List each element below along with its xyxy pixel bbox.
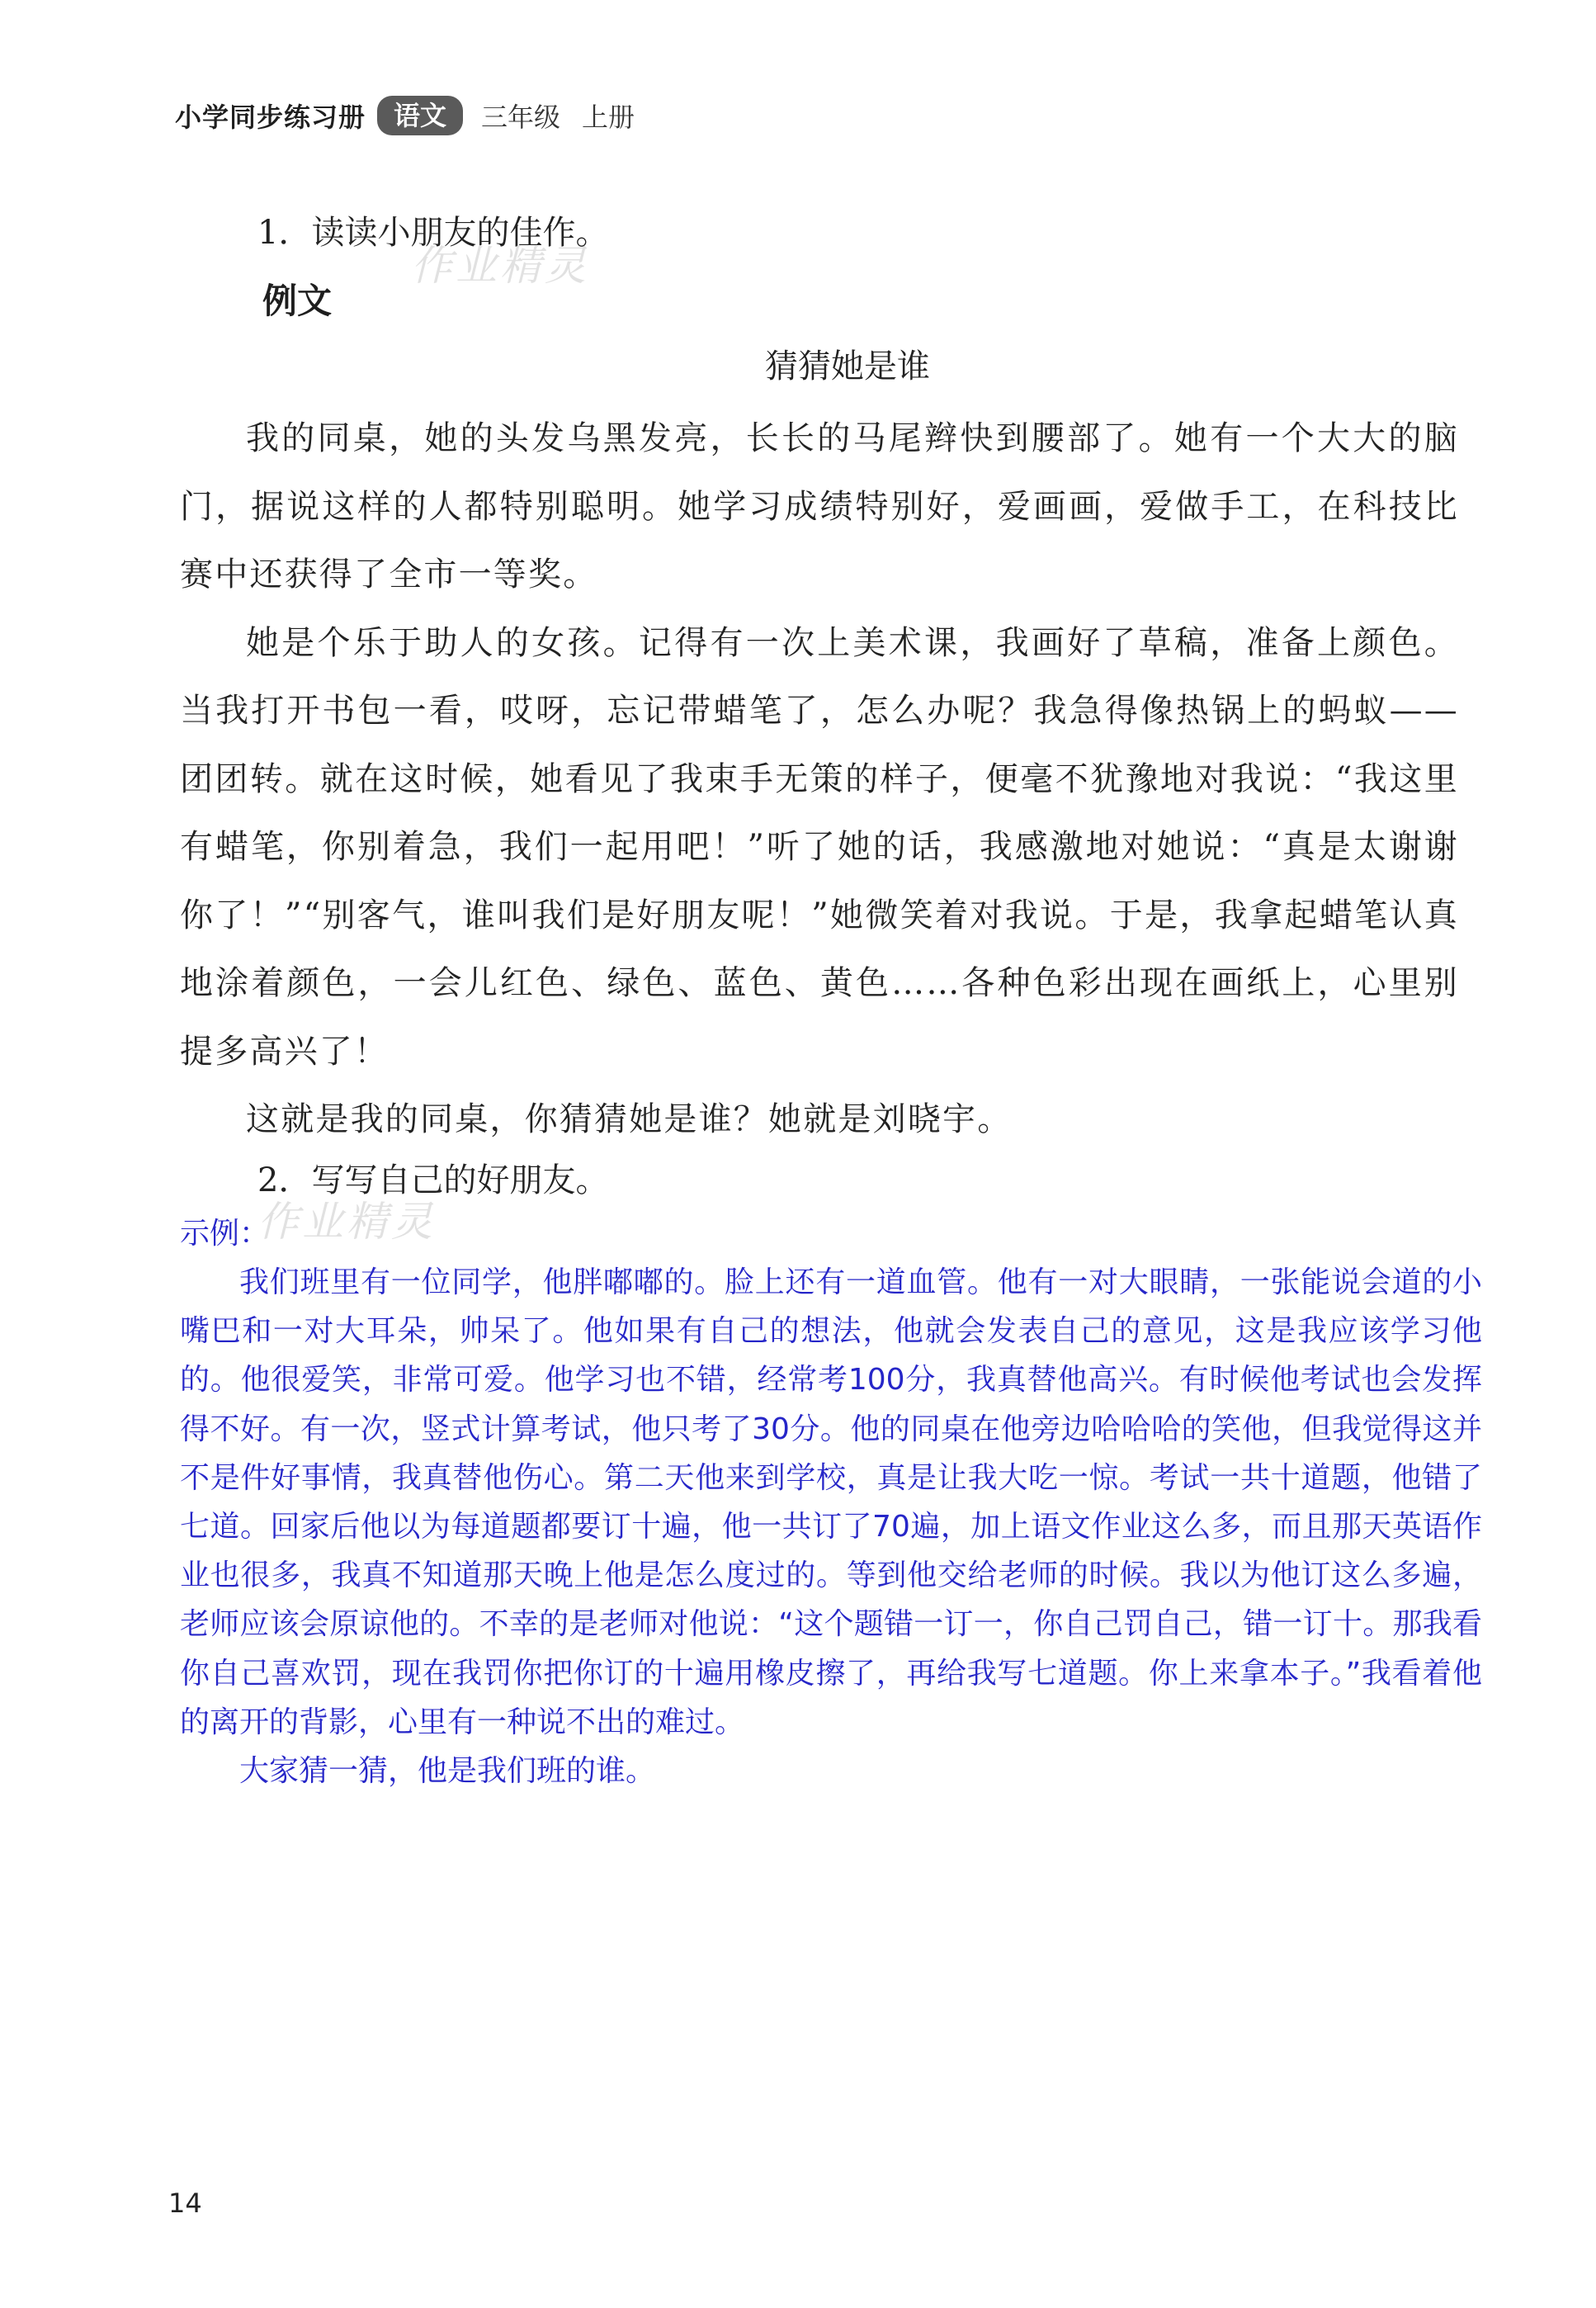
example-essay	[180, 404, 1459, 1154]
answer-paragraph: 大家猜一猜，他是我们班的谁。	[239, 1754, 656, 1789]
page-number: 14	[168, 2187, 202, 2219]
essay-title: 猜猜她是谁	[765, 348, 930, 385]
subject-badge: 语文	[377, 96, 463, 135]
example-label: 例文	[262, 281, 333, 321]
essay-paragraph: 我的同桌，她的头发乌黑发亮，长长的马尾辫快到腰部了。她有一个大大的脑门，据说这样的人都特别聪明。她学习成绩特别好，爱画画，爱做手工，在科技比赛中还获得了全市一等奖。	[180, 419, 1459, 594]
watermark-1: 作业精灵	[411, 242, 589, 290]
essay-paragraph: 这就是我的同桌，你猜猜她是谁？她就是刘晓宇。	[246, 1100, 1013, 1138]
answer-label: 示例：	[180, 1217, 270, 1251]
answer-paragraph: 我们班里有一位同学，他胖嘟嘟的。脸上还有一道血管。他有一对大眼睛，一张能说会道的小嘴巴和一对大耳朵，帅呆了。他如果有自己的想法，他就会发表自己的意见，这是我应该学习他的。他很爱笑，非常可爱。他学习也不错，经常考100分，我真替他高兴。有时候他考试也会发挥得不好。有一次，竖式计算考试，他只考了30分。他的同桌在他旁边哈哈哈的笑他，但我觉得这并不是件好事情，我真替他伤心。第二天他来到学校，真是让我大吃一惊。考试一共十道题，他错了七道。回家后他以为每道题都要订十遍，他一共订了70遍，加上语文作业这么多，而且那天英语作业也很多，我真不知道那天晚上他是怎么度过的。等到他交给老师的时候。我以为他订这么多遍，老师应该会原谅他的。不幸的是老师对他说：“这个题错一订一，你自己罚自己，错一订十。那我看你自己喜欢罚，现在我罚你把你订的十遍用橡皮擦了，再给我写七道题。你上来拿本子。”我看着他的离开的背影，心里有一种说不出的难过。	[180, 1265, 1482, 1739]
question-1-title: 1．读读小朋友的佳作。	[257, 214, 609, 252]
watermark-2: 作业精灵	[257, 1198, 436, 1246]
book-title: 小学同步练习册	[175, 102, 366, 133]
grade-label: 三年级	[481, 102, 561, 133]
essay-paragraph: 她是个乐于助人的女孩。记得有一次上美术课，我画好了草稿，准备上颜色。当我打开书包一看，哎呀，忘记带蜡笔了，怎么办呢？我急得像热锅上的蚂蚁——团团转。就在这时候，她看见了我束手无策的样子，便毫不犹豫地对我说：“我这里有蜡笔，你别着急，我们一起用吧！”听了她的话，我感激地对她说：“真是太谢谢你了！”“别客气，谁叫我们是好朋友呢！”她微笑着对我说。于是，我拿起蜡笔认真地涂着颜色，一会儿红色、绿色、蓝色、黄色……各种色彩出现在画纸上，心里别提多高兴了！	[180, 623, 1459, 1071]
sample-answer	[180, 1258, 1482, 1795]
page-header	[175, 92, 635, 139]
question-2-title: 2．写写自己的好朋友。	[257, 1161, 609, 1199]
volume-label: 上册	[582, 102, 635, 133]
